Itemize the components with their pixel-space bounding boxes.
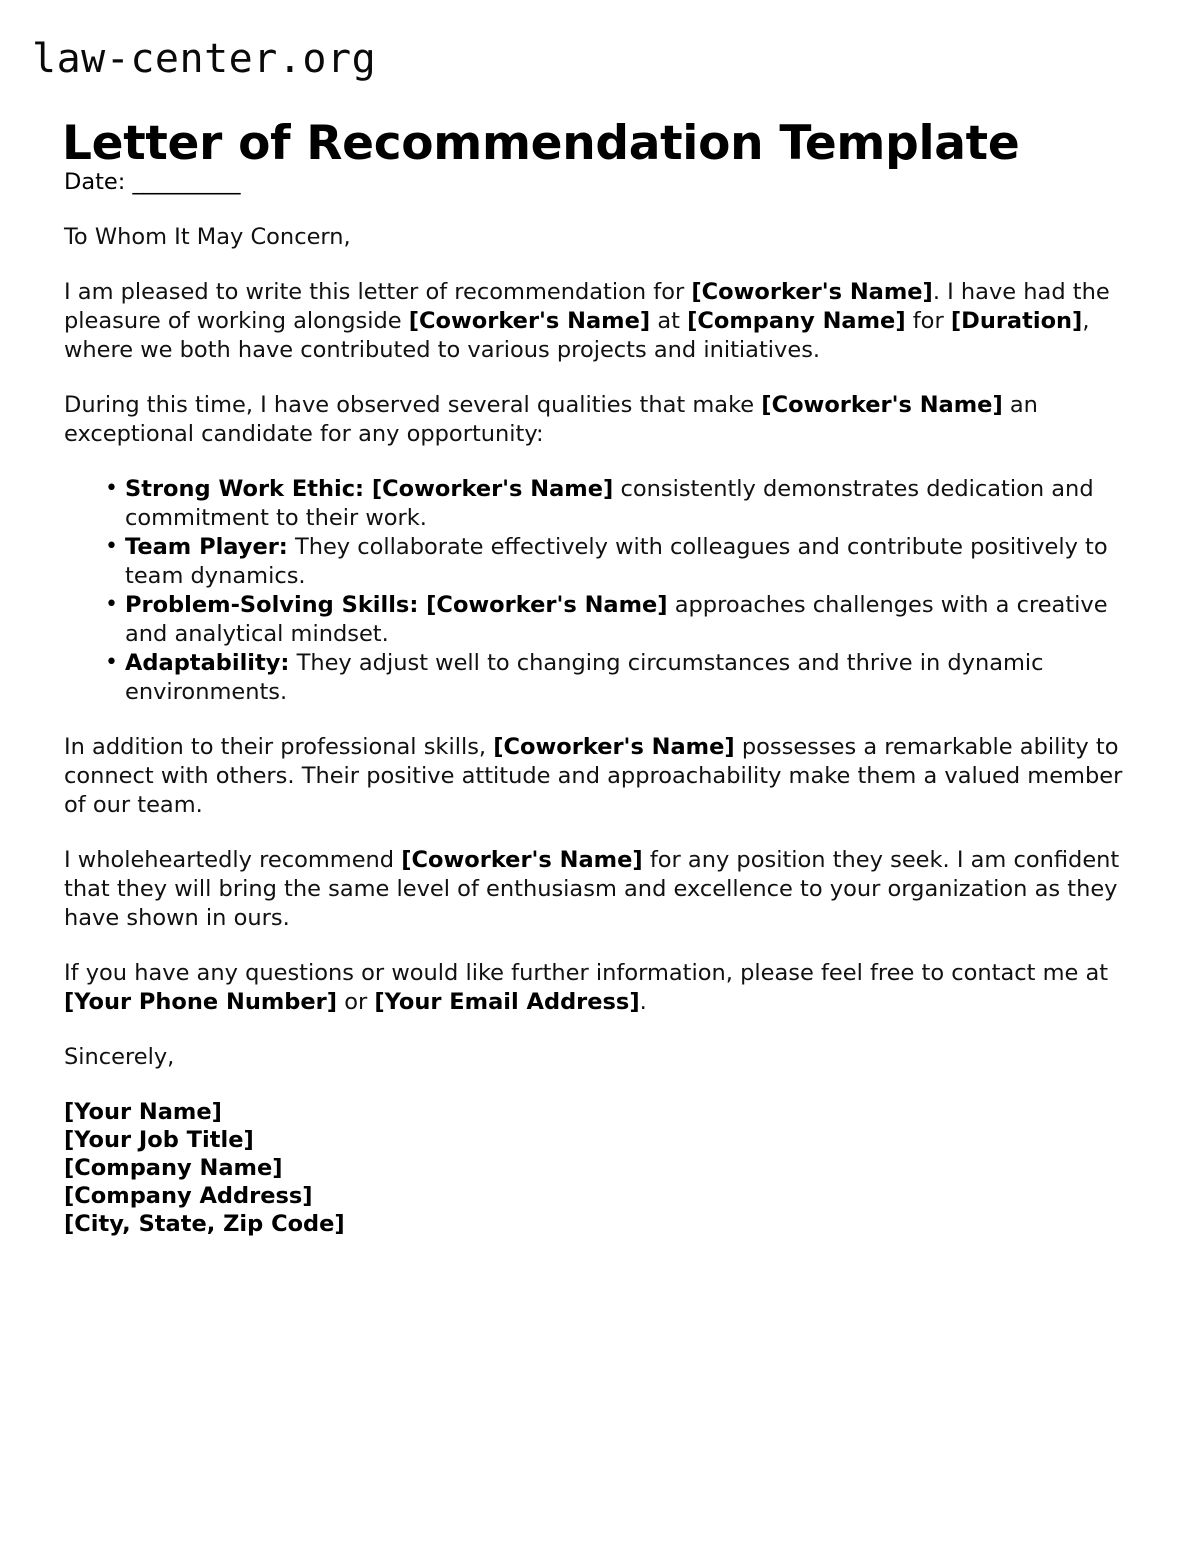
intro-text-c: at [650,308,688,334]
quality-description: They collaborate effectively with colleagues and contribute positively to team dynamics. [125,534,1108,589]
placeholder-coworker-name: [Coworker's Name] [401,847,643,873]
signature-company-name: [Company Name] [64,1155,283,1181]
connect-text-b: possesses a remarkable ability to connect with others. Their positive attitude and approachability make them a valued member of our team. [64,734,1123,818]
signature-your-name: [Your Name] [64,1099,222,1125]
recommend-text-a: I wholeheartedly recommend [64,847,402,873]
contact-text-a: If you have any questions or would like further information, please feel free to contact me at [64,960,1109,986]
qualities-intro-b: an exceptional candidate for any opportunity: [64,392,1038,447]
placeholder-email-address: [Your Email Address] [374,989,640,1015]
signature-company-address: [Company Address] [64,1183,313,1209]
placeholder-phone-number: [Your Phone Number] [64,989,338,1015]
date-blank-field[interactable]: __________ [132,169,241,195]
connect-text-a: In addition to their professional skills, [64,734,494,760]
connect-paragraph [64,733,1128,820]
intro-text-b: . I have had the pleasure of working alongside [64,279,1110,334]
page-title: Letter of Recommendation Template [62,116,1020,172]
quality-label: Team Player: [125,534,288,560]
intro-text-e: , where we both have contributed to various projects and initiatives. [64,308,1090,363]
placeholder-coworker-name: [Coworker's Name] [493,734,735,760]
contact-paragraph [64,959,1128,1017]
list-item [105,649,1128,707]
quality-label: Strong Work Ethic: [Coworker's Name] [125,476,614,502]
placeholder-coworker-name: [Coworker's Name] [761,392,1003,418]
signature-city-state-zip: [City, State, Zip Code] [64,1211,345,1237]
closing-salutation: Sincerely, [64,1044,175,1070]
signature-block [64,1098,1128,1238]
placeholder-company-name: [Company Name] [687,308,906,334]
placeholder-duration: [Duration] [950,308,1083,334]
letter-body [64,168,1128,1238]
date-line [64,168,1128,197]
recommend-text-b: for any position they seek. I am confident that they will bring the same level of enthusiasm and excellence to your organization as they have shown in ours. [64,847,1120,931]
qualities-intro-paragraph [64,391,1128,449]
quality-description: They adjust well to changing circumstances and thrive in dynamic environments. [125,650,1044,705]
site-logo: law-center.org [32,36,377,82]
list-item [105,591,1128,649]
qualities-intro-a: During this time, I have observed several qualities that make [64,392,762,418]
quality-description: approaches challenges with a creative and analytical mindset. [125,592,1108,647]
qualities-list [64,475,1128,707]
date-label: Date: [64,169,126,195]
list-item [105,533,1128,591]
intro-text-a: I am pleased to write this letter of recommendation for [64,279,692,305]
contact-text-c: . [639,989,647,1015]
quality-description: consistently demonstrates dedication and commitment to their work. [125,476,1094,531]
quality-label: Problem-Solving Skills: [Coworker's Name] [125,592,668,618]
signature-job-title: [Your Job Title] [64,1127,254,1153]
quality-label: Adaptability: [125,650,290,676]
intro-paragraph [64,278,1128,365]
list-item [105,475,1128,533]
salutation: To Whom It May Concern, [64,224,351,250]
contact-text-b: or [337,989,375,1015]
placeholder-coworker-name: [Coworker's Name] [691,279,933,305]
placeholder-coworker-name: [Coworker's Name] [408,308,651,334]
intro-text-d: for [905,308,951,334]
recommend-paragraph [64,846,1128,933]
